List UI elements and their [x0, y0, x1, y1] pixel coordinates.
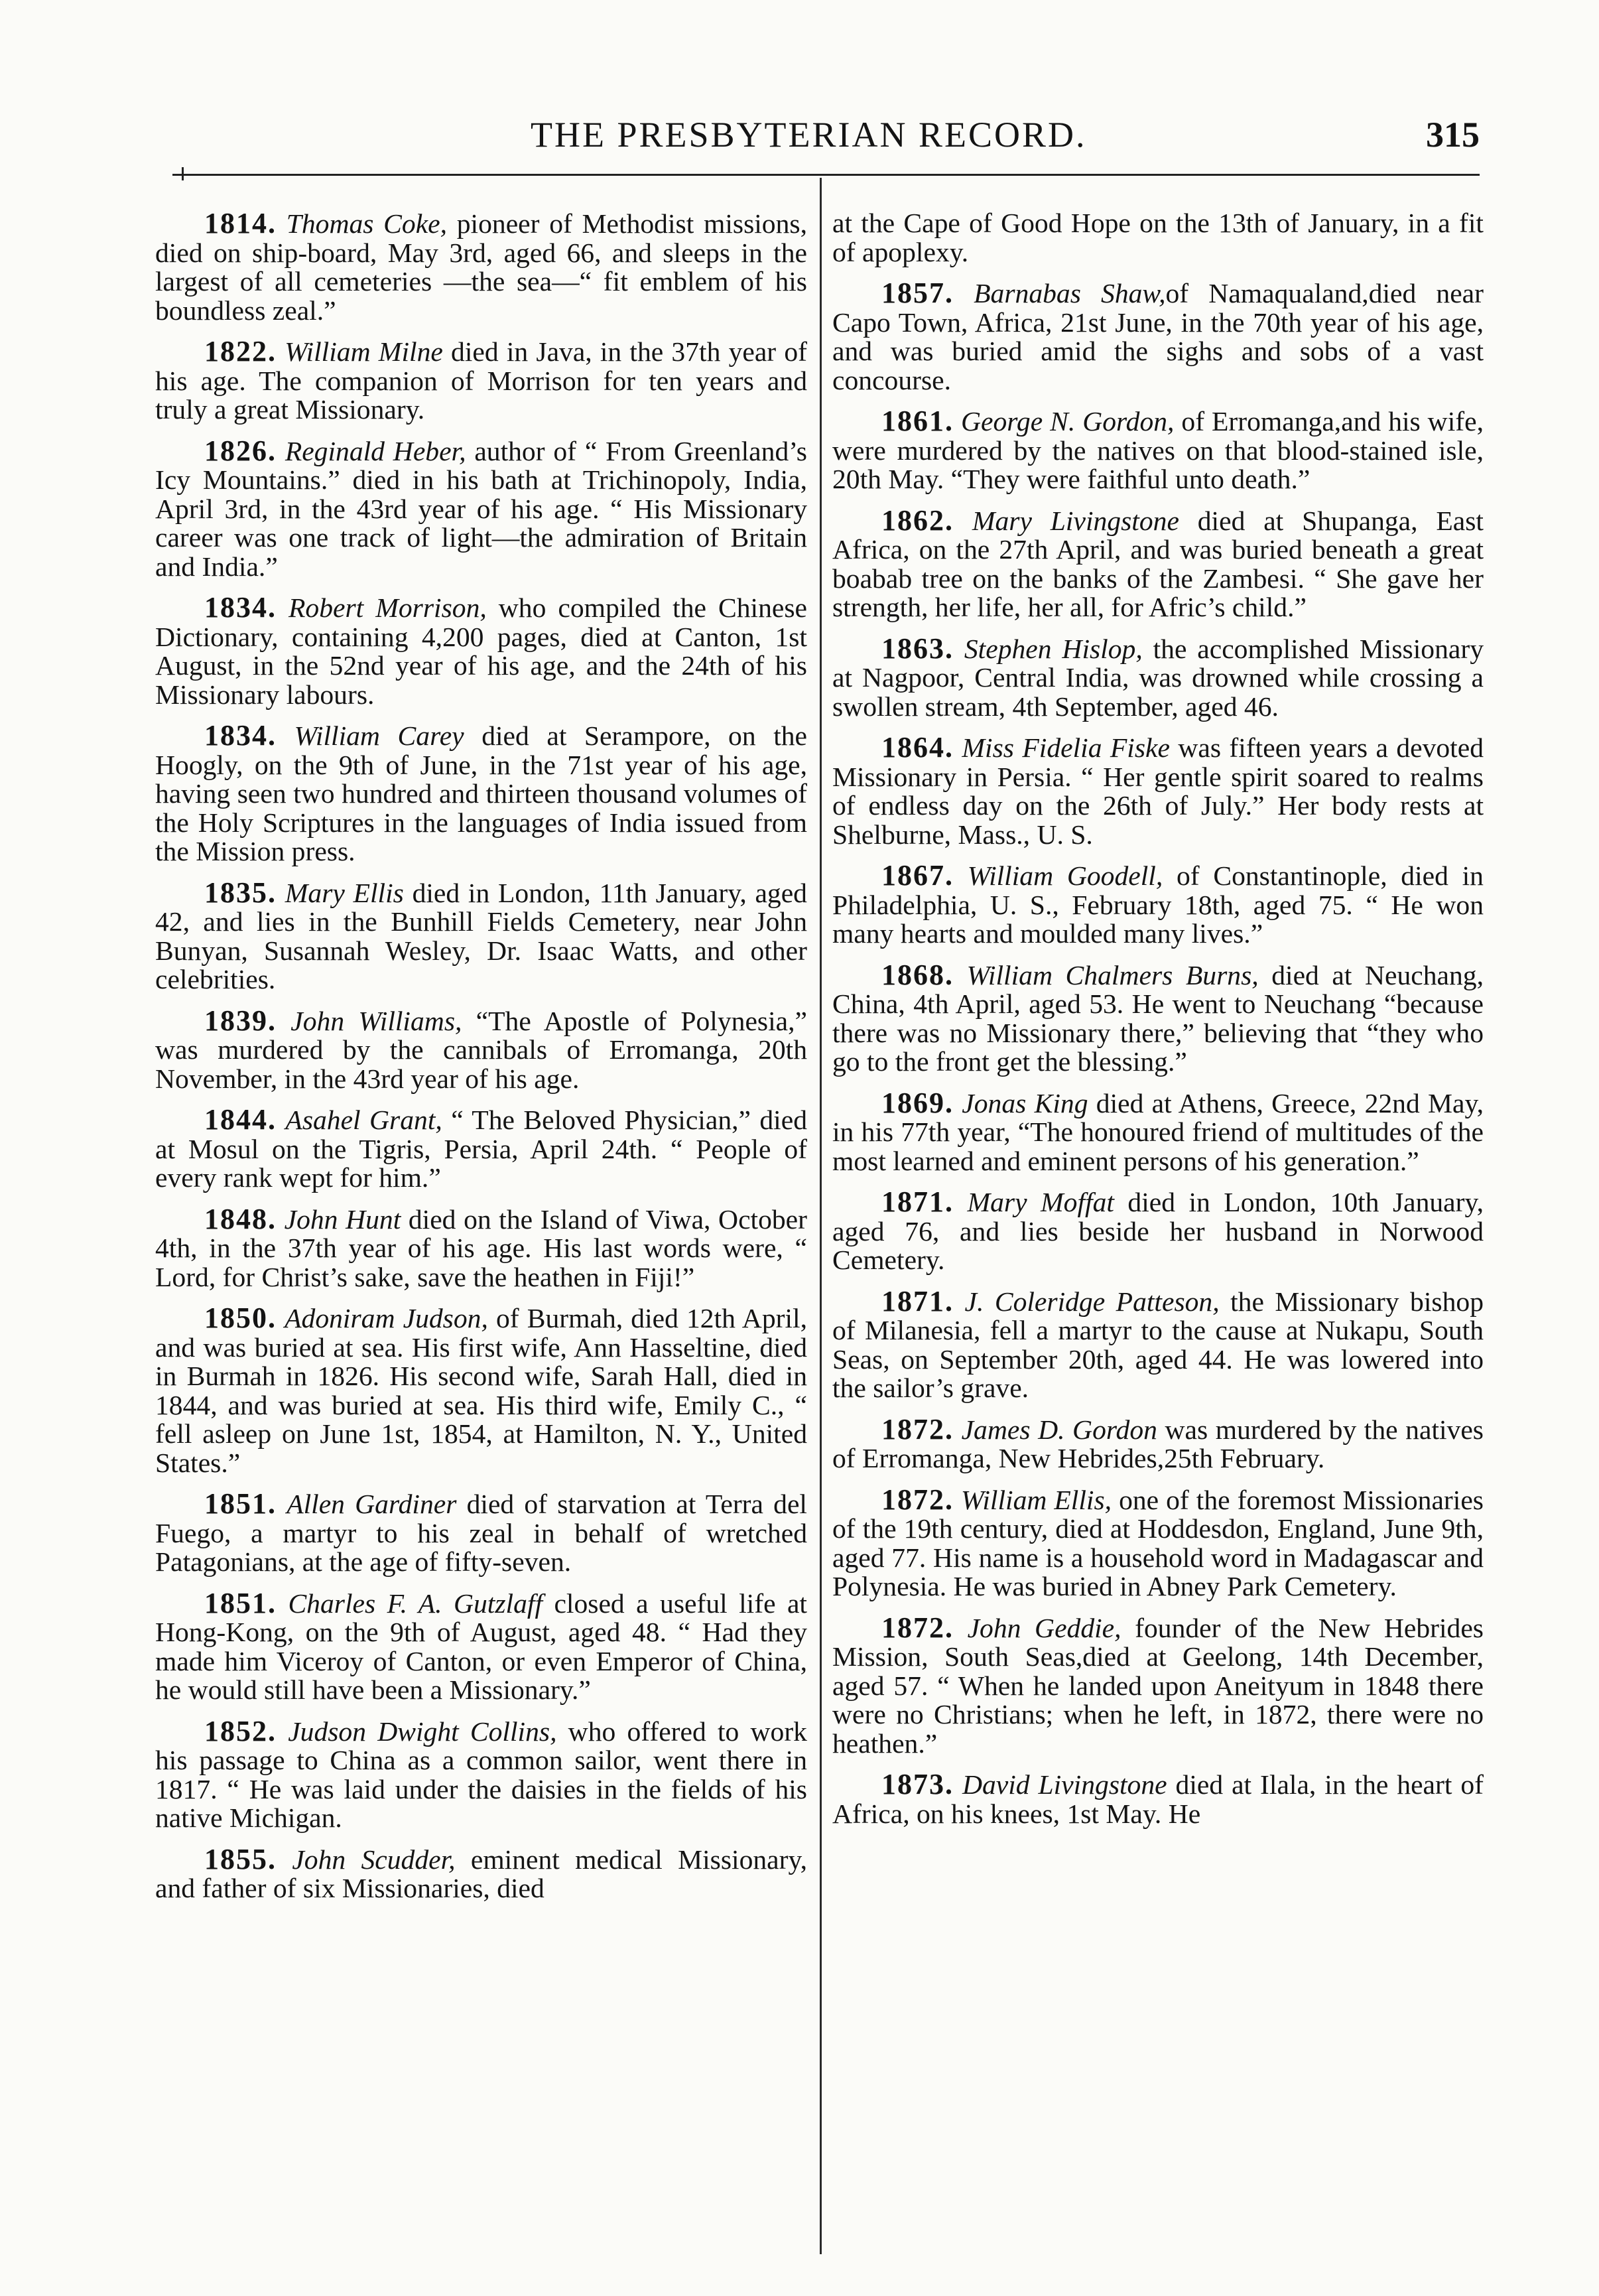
obituary-entry	[155, 721, 807, 866]
obituary-entry	[832, 733, 1484, 849]
entry-text: the accomplished Missionary at Nagpoor, Central India, was drowned while crossing a swollen stream, 4th September, aged 46.	[832, 633, 1484, 722]
entry-name: Jonas King	[962, 1087, 1088, 1118]
entry-text: author of “ From Greenland’s Icy Mountains.” died in his bath at Trichinopoly, India, April 3rd, in the 43rd year of his age. “ His Missionary career was one track of light—the admiration of Britain and India.”	[155, 435, 807, 582]
entry-name: John Hunt	[284, 1203, 401, 1235]
entry-year: 1857.	[881, 277, 954, 309]
column-divider	[820, 178, 822, 2254]
entry-name: William Chalmers Burns,	[966, 959, 1259, 990]
entry-year: 1848.	[204, 1202, 277, 1235]
entry-year: 1855.	[204, 1842, 277, 1875]
entry-year: 1851.	[204, 1487, 277, 1520]
obituary-entry	[155, 434, 807, 582]
entry-year: 1864.	[881, 731, 954, 764]
entry-name: Stephen Hislop,	[964, 633, 1143, 664]
entry-name: J. Coleridge Patteson,	[964, 1286, 1220, 1317]
entry-name: Judson Dwight Collins,	[288, 1716, 557, 1747]
entry-year: 1863.	[881, 632, 954, 665]
entry-text: “ The Beloved Physician,” died at Mosul on the Tigris, Persia, April 24th. “ People of every rank wept for him.”	[155, 1105, 807, 1193]
entry-name: Mary Ellis	[285, 877, 404, 908]
entry-text: of Erromanga,and his wife, were murdered by the natives on that blood-stained isle, 20th May. “They were faithful unto death.”	[832, 406, 1484, 494]
entry-year: 1851.	[204, 1586, 277, 1619]
entry-name: Miss Fidelia Fiske	[962, 732, 1170, 763]
entry-year: 1871.	[881, 1284, 954, 1317]
entry-year: 1826.	[204, 434, 277, 467]
obituary-entry	[832, 1485, 1484, 1601]
entry-name: Adoniram Judson,	[285, 1303, 488, 1333]
obituary-entry	[832, 1284, 1484, 1403]
obituary-entry	[155, 209, 807, 325]
entry-year: 1861.	[881, 405, 954, 437]
entry-text: died at Athens, Greece, 22nd May, in his 77th year, “The honoured friend of multitudes of the most learned and eminent persons of his generation.”	[832, 1087, 1484, 1176]
obituary-entry	[832, 1187, 1484, 1275]
entry-year: 1872.	[881, 1412, 954, 1446]
entry-year: 1814.	[204, 209, 277, 239]
entry-year: 1844.	[204, 1103, 277, 1136]
entry-year: 1867.	[881, 859, 954, 892]
obituary-entry	[832, 1613, 1484, 1759]
obituary-entry	[155, 1489, 807, 1577]
obituary-entry	[155, 1105, 807, 1193]
entry-name: Mary Livingstone	[972, 505, 1179, 536]
obituary-entry	[155, 593, 807, 709]
entry-text: died at Ilala, in the heart of Africa, on his knees, 1st May. He	[832, 1769, 1484, 1829]
right-column	[832, 209, 1484, 2265]
obituary-entry	[155, 1006, 807, 1094]
page-header	[153, 100, 1480, 172]
entry-year: 1862.	[881, 504, 954, 537]
entry-text: was fifteen years a devoted Missionary in Persia. “ Her gentle spirit soared to realms of endless day on the 26th of July.” Her body rests at Shelburne, Mass., U. S.	[832, 732, 1484, 850]
obituary-entry	[155, 1202, 807, 1292]
obituary-entry	[155, 1304, 807, 1477]
entry-text: who offered to work his passage to China as a common sailor, went there in 1817. “ He was laid under the daisies in the fields of his native Michigan.	[155, 1716, 807, 1833]
entry-text: of Burmah, died 12th April, and was buried at sea. His first wife, Ann Hasseltine, died in Burmah in 1826. His second wife, Sarah Hall, died in 1844, and was buried at sea. His third wife, Emily C., “ fell asleep on June 1st, 1854, at Hamilton, N. Y., United States.”	[155, 1303, 807, 1478]
entry-year: 1834.	[204, 719, 277, 752]
header-rule	[172, 174, 1480, 176]
obituary-entry	[155, 337, 807, 425]
obituary-entry	[832, 506, 1484, 622]
obituary-entry	[155, 1586, 807, 1705]
entry-text: died of starvation at Terra del Fuego, a martyr to his zeal in behalf of wretched Patagonians, at the age of fifty-seven.	[155, 1489, 807, 1577]
entry-text: the Missionary bishop of Milanesia, fell a martyr to the cause at Nukapu, South Seas, on September 20th, aged 44. He was lowered into the sailor’s grave.	[832, 1286, 1484, 1403]
page-number: 315	[1426, 115, 1480, 155]
entry-name: James D. Gordon	[961, 1414, 1157, 1445]
entry-text: died on the Island of Viwa, October 4th, in the 37th year of his age. His last words were, “ Lord, for Christ’s sake, save the heathen in Fiji!”	[155, 1203, 807, 1292]
entry-text: died at Shupanga, East Africa, on the 27th April, and was buried beneath a great boabab tree on the banks of the Zambesi. “ She gave her strength, her life, her all, for Afric’s child.”	[832, 505, 1484, 622]
entry-name: William Goodell,	[967, 860, 1163, 891]
entry-name: John Williams,	[290, 1005, 462, 1036]
obituary-entry	[832, 407, 1484, 494]
obituary-entry	[832, 1412, 1484, 1473]
entry-name: George N. Gordon,	[960, 406, 1175, 437]
entry-text: one of the foremost Missionaries of the 19th century, died at Hoddesdon, England, June 9th, aged 77. His name is a household word in Madagascar and Polynesia. He was buried in Abney Park Cemetery.	[832, 1484, 1484, 1601]
obituary-entry	[832, 1770, 1484, 1828]
entry-name: Mary Moffat	[967, 1187, 1114, 1217]
entry-text: died at Neuchang, China, 4th April, aged 53. He went to Neuchang “because there was no Missionary there,” believing that “they who go to the front get the blessing.”	[832, 959, 1484, 1077]
entry-name: William Carey	[294, 720, 464, 751]
entry-text: closed a useful life at Hong-Kong, on the 9th of August, aged 48. “ Had they made him Viceroy of Canton, or even Emperor of China, he would still have been a Missionary.”	[155, 1587, 807, 1705]
entry-text: “The Apostle of Polynesia,” was murdered by the cannibals of Erromanga, 20th November, in the 43rd year of his age.	[155, 1005, 807, 1094]
entry-year: 1822.	[204, 335, 277, 368]
entry-text: died in London, 11th January, aged 42, and lies in the Bunhill Fields Cemetery, near John Bunyan, Susannah Wesley, Dr. Isaac Watts, and other celebrities.	[155, 877, 807, 994]
obituary-entry	[832, 958, 1484, 1077]
entry-name: Thomas Coke,	[286, 209, 448, 239]
entry-year: 1868.	[881, 958, 954, 991]
entry-year: 1850.	[204, 1302, 277, 1334]
entry-name: Asahel Grant,	[285, 1105, 442, 1135]
entry-name: Barnabas Shaw,	[974, 278, 1166, 308]
entry-year: 1873.	[881, 1768, 954, 1800]
obituary-entry	[832, 1086, 1484, 1176]
entry-name: William Ellis,	[961, 1484, 1112, 1515]
entry-year: 1869.	[881, 1086, 954, 1119]
entry-name: Robert Morrison,	[288, 592, 487, 623]
entry-year: 1872.	[881, 1483, 954, 1516]
left-column	[155, 209, 807, 2265]
continued-entry-text: at the Cape of Good Hope on the 13th of January, in a fit of apoplexy.	[832, 209, 1484, 267]
entry-text: died in Java, in the 37th year of his age. The companion of Morrison for ten years and truly a great Missionary.	[155, 336, 807, 425]
obituary-entry	[155, 1714, 807, 1833]
entry-year: 1834.	[204, 591, 277, 624]
obituary-entry	[832, 279, 1484, 395]
entry-year: 1835.	[204, 876, 277, 909]
entry-name: John Scudder,	[292, 1844, 456, 1875]
entry-text: of Constantinople, died in Philadelphia, U. S., February 18th, aged 75. “ He won many hearts and moulded many lives.”	[832, 860, 1484, 949]
entry-year: 1852.	[204, 1714, 277, 1747]
entry-text: died in London, 10th January, aged 76, and lies beside her husband in Norwood Cemetery.	[832, 1187, 1484, 1275]
obituary-entry	[832, 861, 1484, 949]
entry-text: was murdered by the natives of Erromanga, New Hebrides,25th February.	[832, 1414, 1484, 1473]
entry-name: Reginald Heber,	[285, 435, 466, 466]
entry-name: William Milne	[285, 336, 443, 367]
obituary-entry	[832, 634, 1484, 722]
entry-text: eminent medical Missionary, and father of six Missionaries, died	[155, 1844, 807, 1903]
entry-year: 1872.	[881, 1611, 954, 1644]
entry-year: 1839.	[204, 1004, 277, 1037]
entry-text: of Namaqualand,died near Capo Town, Africa, 21st June, in the 70th year of his age, and was buried amid the sighs and sobs of a vast concourse.	[832, 278, 1484, 395]
entry-name: Charles F. A. Gutzlaff	[288, 1587, 543, 1619]
entry-name: John Geddie,	[967, 1612, 1121, 1643]
running-head-title: THE PRESBYTERIAN RECORD.	[531, 115, 1087, 155]
entry-year: 1871.	[881, 1185, 954, 1218]
entry-text: died at Serampore, on the Hoogly, on the 9th of June, in the 71st year of his age, having seen two hundred and thirteen thousand volumes of the Holy Scriptures in the languages of India issued from the Mission press.	[155, 720, 807, 866]
obituary-entry	[155, 878, 807, 994]
obituary-entry	[155, 1842, 807, 1903]
entry-text: founder of the New Hebrides Mission, South Seas,died at Geelong, 14th December, aged 57. “ When he landed upon Aneityum in 1848 there were no Christians; when he left, in 1872, there were no heathen.”	[832, 1612, 1484, 1759]
header-rule-tick	[182, 167, 184, 180]
entry-text: pioneer of Methodist missions, died on ship-board, May 3rd, aged 66, and sleeps in the largest of all cemeteries —the sea—“ fit emblem of his boundless zeal.”	[155, 209, 807, 326]
entry-name: David Livingstone	[962, 1769, 1167, 1800]
entry-name: Allen Gardiner	[287, 1489, 457, 1519]
entry-text: who compiled the Chinese Dictionary, containing 4,200 pages, died at Canton, 1st August, in the 52nd year of his age, and the 24th of his Missionary labours.	[155, 592, 807, 710]
